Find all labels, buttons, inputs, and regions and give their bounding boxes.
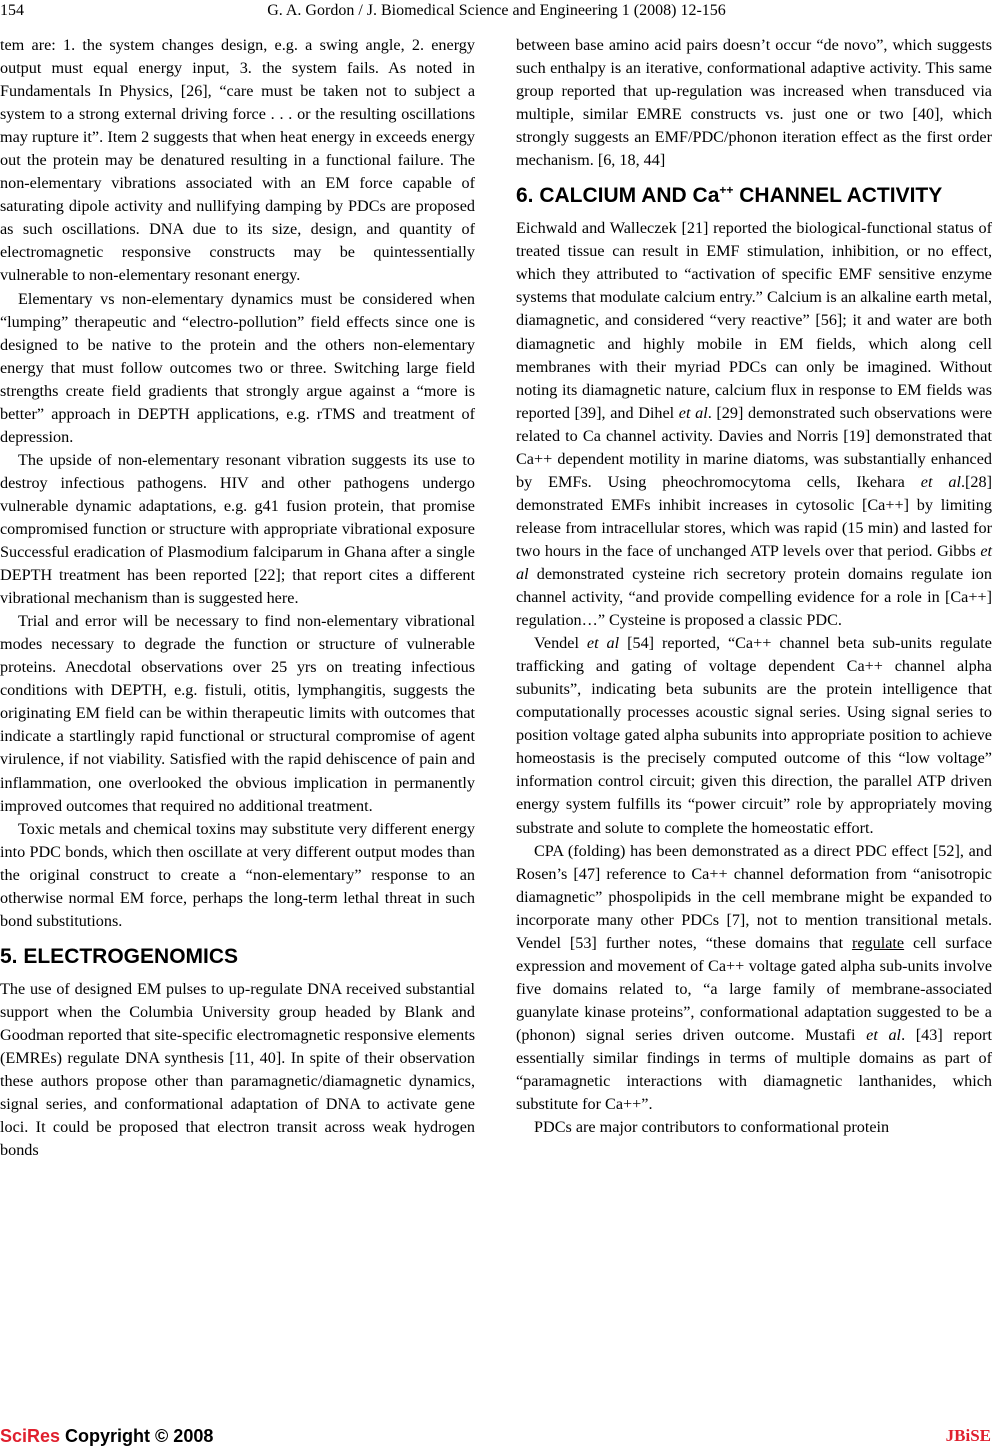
running-title: G. A. Gordon / J. Biomedical Science and Engineering 1 (2008) 12-156 [267, 2, 726, 19]
paragraph [516, 217, 992, 632]
italic-text: et al [678, 403, 708, 422]
scires-logo-text: SciRes [0, 1426, 61, 1446]
italic-text: et al [920, 472, 961, 491]
paragraph: tem are: 1. the system changes design, e.g. a swing angle, 2. energy output must equal energy input, 3. the system fails. As noted in Fundamentals In Physics, [26], “care must be taken not to subject a system to a strong external driving force . . . or the resulting oscillations may rupture it”. Item 2 suggests that when heat energy in exceeds energy out the protein may be denatured resulting in a functional failure. The non-elementary vibrations associated with an EM force capable of saturating dipole activity and nullifying damping by PDCs are proposed as such oscillations. DNA due to its size, design, and quantity of electromagnetic responsive constructs may be quintessentially vulnerable to non-elementary resonant energy. [0, 36, 475, 285]
paragraph: between base amino acid pairs doesn’t occur “de novo”, which suggests such enthalpy is an iterative, conformational adaptive activity. This same group reported that up-regulation was increased when transduced via multiple, similar EMRE constructs vs. just one or two [40], which strongly suggests an EMF/PDC/phonon iteration effect as the first order mechanism. [6, 18, 44] [516, 36, 992, 170]
heading-text: 6. CALCIUM AND Ca [516, 184, 720, 208]
journal-abbrev: JBiSE [945, 1426, 991, 1445]
text-run: .[28] demonstrated EMFs inhibit increases in cytosolic [Ca++] by limiting release from intracellular stores, which was rapid (15 min) and lasted for two hours in the face of unchanged ATP levels over that period. Gibbs [516, 472, 992, 560]
paragraph: The upside of non-elementary resonant vibration suggests its use to destroy infectious pathogens. HIV and other pathogens undergo vulnerable dynamic adaptations, e.g. g41 fusion protein, that promise compromised function or structure with appropriate vibrational exposure Successful eradication of Plasmodium falciparum in Ghana after a single DEPTH treatment has been reported [22]; that report cites a different vibrational mechanism than is suggested here. [0, 450, 475, 608]
text-run: Vendel [534, 634, 587, 653]
page-header [0, 2, 993, 24]
italic-text: et al [516, 541, 992, 583]
paragraph [516, 840, 992, 1117]
page-footer [0, 1426, 993, 1450]
section-heading-calcium [516, 182, 992, 209]
section-heading-electrogenomics: 5. ELECTROGENOMICS [0, 944, 239, 968]
paragraph: PDCs are major contributors to conformational protein [534, 1118, 890, 1137]
text-run: cell surface expression and movement of Ca++ voltage gated alpha sub-units involve five domains related to, “a large family of membrane-associated guanylate kinase proteins”, conformational adaptation suggested to be a (phonon) signal series driven outcome. Mustafi [516, 933, 992, 1044]
heading-superscript: ++ [719, 183, 734, 198]
text-run: . [43] report essentially similar findings in terms of multiple domains as part of “paramagnetic interactions with diamagnetic lanthanides, which substitute for Ca++”. [516, 1025, 992, 1114]
italic-text: et al [866, 1025, 902, 1044]
text-run: demonstrated cysteine rich secretory protein domains regulate ion channel activity, “and provide compelling evidence for a role in [Ca++] regulation…” Cysteine is proposed a classic PDC. [516, 564, 992, 630]
page-number: 154 [0, 2, 24, 19]
publisher-brand [0, 1426, 213, 1447]
paragraph: The use of designed EM pulses to up-regulate DNA received substantial support when the Columbia University group headed by Blank and Goodman reported that site-specific electromagnetic responsive elements (EMREs) regulate DNA synthesis [11, 40]. In spite of their observation these authors propose other than paramagnetic/diamagnetic dynamics, signal series, and conformational adaptation of DNA to activate gene loci. It could be proposed that electron transit across weak hydrogen bonds [0, 979, 475, 1160]
underlined-text: regulate [851, 933, 905, 952]
paragraph: Elementary vs non-elementary dynamics must be considered when “lumping” therapeutic and “electro-pollution” field effects since one is designed to be native to the protein and the others non-elementary energy that must follow outcomes two or three. Switching large field strengths create field gradients that strongly argue against a “more is better” approach in DEPTH applications, e.g. rTMS and treatment of depression. [0, 289, 475, 446]
paragraph: Trial and error will be necessary to find non-elementary vibrational modes necessary to degrade the function or structure of vulnerable proteins. Anecdotal observations over 25 yrs on treating infectious conditions with DEPTH, e.g. fistuli, otitis, lymphangitis, suggests the originating EM field can be within therapeutic limits with outcomes that indicate a startlingly rapid functional or structural compromise of agent virulence, if not viability. Satisfied with the rapid dehiscence of pain and inflammation, one overlooked the obvious implication in permanently improved outcomes that required no additional treatment. [0, 612, 475, 815]
copyright-text: Copyright © 2008 [60, 1426, 214, 1446]
right-column [516, 34, 992, 1139]
text-run: CPA (folding) has been demonstrated as a direct PDC effect [52], and Rosen’s [47] reference to Ca++ channel deformation from “anisotropic diamagnetic” phospolipids in the cell membrane might be expanded to incorporate many other PDCs [7], not to mention transitional metals. Vendel [53] further notes, “these domains that [516, 841, 992, 952]
paragraph: Toxic metals and chemical toxins may substitute very different energy into PDC bonds, which then oscillate at very different output modes than the original construct to create a “non-elementary” response to an otherwise normal EM force, perhaps the long-term lethal threat in such bond substitutions. [0, 819, 475, 930]
text-run: Eichwald and Walleczek [21] reported the biological-functional status of treated tissue can result in EMF stimulation, inhibition, or no effect, which they attributed to “activation of specific EMF sensitive enzyme systems that modulate calcium entry.” Calcium is an alkaline earth metal, diamagnetic, and considered “very reactive” [56]; it and water are both diamagnetic and highly mobile in EM fields, which along cell membranes with their myriad PDCs can only be imagined. Without noting its diamagnetic nature, calcium flux in response to EM fields was reported [39], and Dihel [516, 219, 992, 422]
text-run: . [29] demonstrated such observations were related to Ca channel activity. Davies and Norris [19] demonstrated that Ca++ dependent motility in marine diatoms, was substantially enhanced by EMFs. Using pheochromocytoma cells, Ikehara [516, 403, 993, 491]
italic-text: et al [586, 634, 620, 653]
left-column [0, 34, 475, 1162]
paragraph [516, 632, 992, 839]
text-run: [54] reported, “Ca++ channel beta sub-units regulate trafficking and gating of voltage dependent Ca++ channel alpha subunits”, indicating beta subunits are the protein intelligence that computationally processes acoustic signal series. Using signal series to position voltage gated alpha subunits into appropriate position to achieve homeostasis is the precisely computed outcome of this “low voltage” information control circuit; given this direction, the parallel ATP driven energy system fulfills its “power circuit” role by appropriately moving substrate and solute to complete the homeostatic effort. [516, 634, 992, 837]
heading-text: CHANNEL ACTIVITY [733, 184, 943, 208]
